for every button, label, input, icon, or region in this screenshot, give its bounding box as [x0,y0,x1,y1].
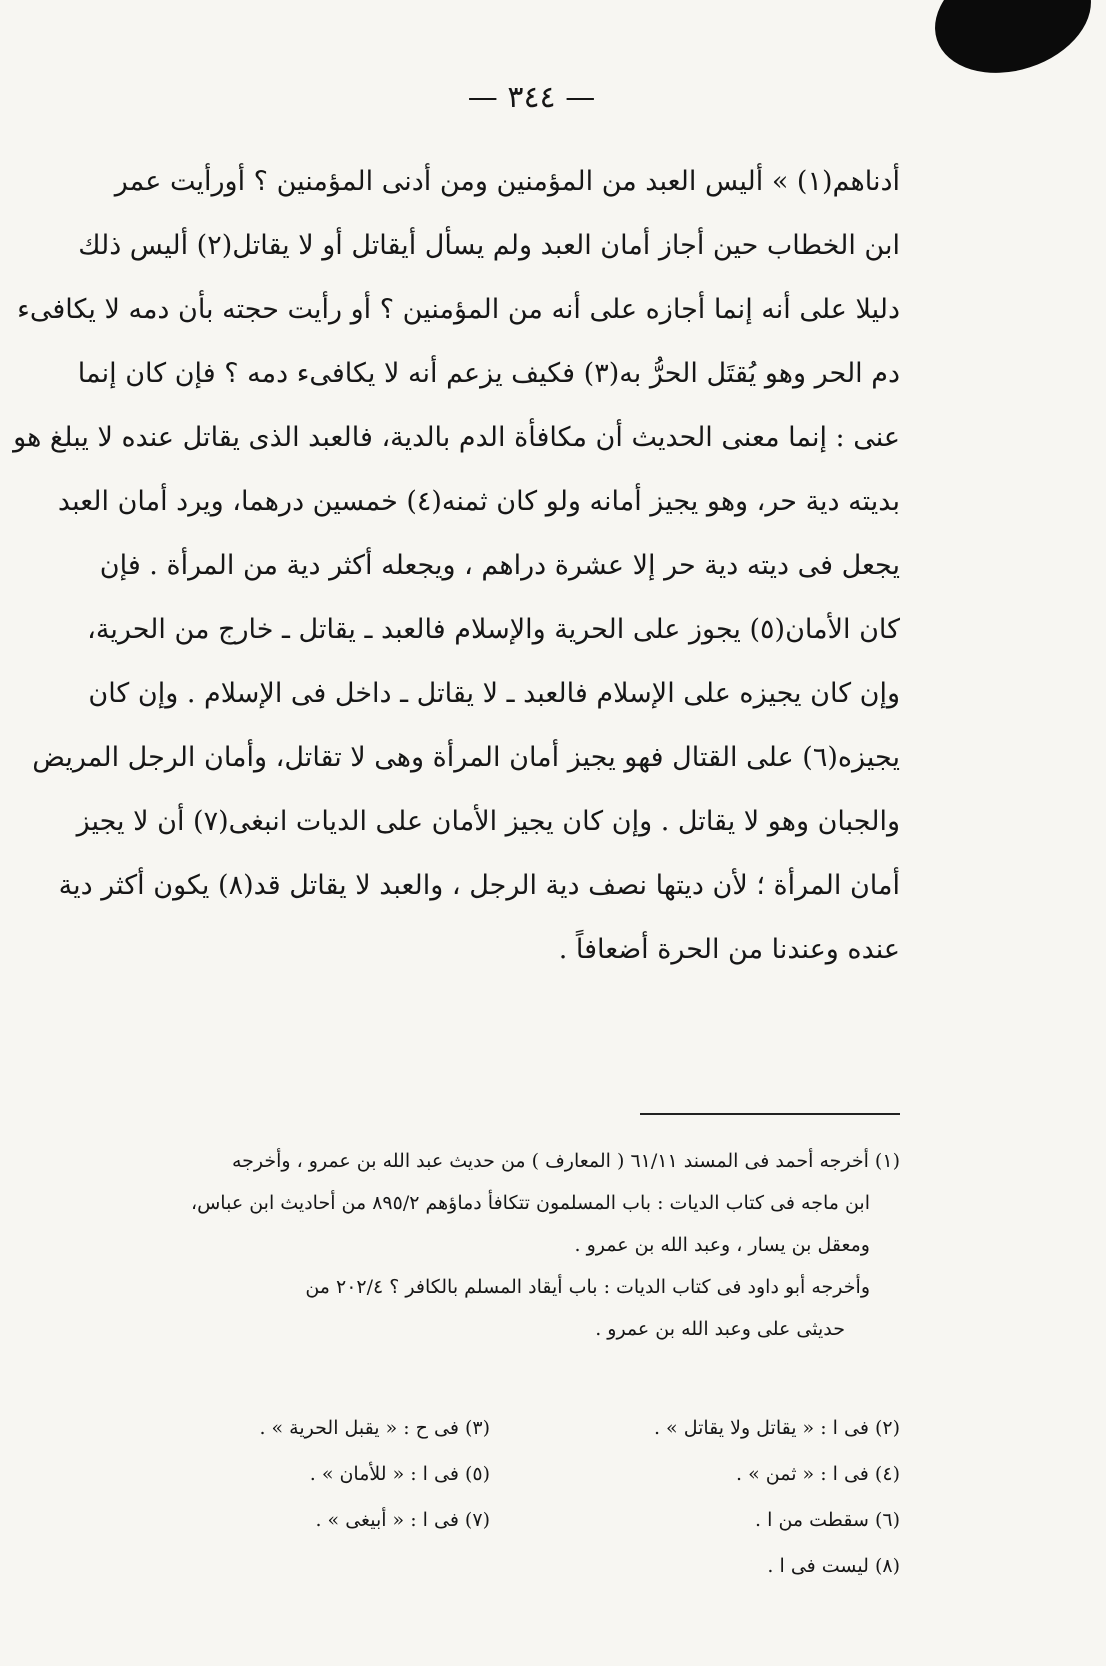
body-line: أدناهم(١) » أليس العبد من المؤمنين ومن أدنى المؤمنين ؟ أورأيت عمر [114,166,900,197]
body-line: دليلا على أنه إنما أجازه على أنه من المؤمنين ؟ أو رأيت حجته بأن دمه لا يكافىء [17,294,900,325]
body-line: أمان المرأة ؛ لأن ديتها نصف دية الرجل ، والعبد لا يقاتل قد(٨) يكون أكثر دية [58,870,900,901]
footnote-4: (٤) فى ا : « ثمن » . [736,1463,900,1485]
footnote-7: (٧) فى ا : « أبيغى » . [315,1509,490,1531]
footnote-1 [80,1140,900,1350]
footnote-line: حديثى على وعبد الله بن عمرو . [595,1318,845,1340]
body-line: وإن كان يجيزه على الإسلام فالعبد ـ لا يقاتل ـ داخل فى الإسلام . وإن كان [88,678,900,709]
footnote-line: ابن ماجه فى كتاب الديات : باب المسلمون تتكافأ دماؤهم ٨٩٥/٢ من أحاديث ابن عباس، [190,1192,870,1214]
body-line: يجعل فى ديته دية حر إلا عشرة دراهم ، ويجعله أكثر دية من المرأة . فإن [99,550,900,581]
footnote-row [80,1497,900,1543]
body-line: ابن الخطاب حين أجاز أمان العبد ولم يسأل أيقاتل أو لا يقاتل(٢) أليس ذلك [78,230,900,261]
footnote-row [80,1543,900,1589]
footnote-row [80,1451,900,1497]
body-line: والجبان وهو لا يقاتل . وإن كان يجيز الأمان على الديات انبغى(٧) أن لا يجيز [76,806,900,837]
body-text [13,150,900,982]
footnote-3: (٣) فى ح : « يقبل الحرية » . [259,1417,490,1439]
body-line: كان الأمان(٥) يجوز على الحرية والإسلام فالعبد ـ يقاتل ـ خارج من الحرية، [87,614,900,645]
body-line: بديته دية حر، وهو يجيز أمانه ولو كان ثمنه(٤) خمسين درهما، ويرد أمان العبد [57,486,900,517]
body-line: يجيزه(٦) على القتال فهو يجيز أمان المرأة وهى لا تقاتل، وأمان الرجل المريض [32,742,900,773]
ink-blot [920,0,1106,92]
footnote-6: (٦) سقطت من ا . [755,1509,900,1531]
body-line: عنده وعندنا من الحرة أضعافاً . [558,934,900,965]
page-number: — ٣٤٤ — [467,80,596,115]
footnote-line: ومعقل بن يسار ، وعبد الله بن عمرو . [574,1234,870,1256]
footnotes-variants [80,1405,900,1589]
footnote-empty [80,1543,490,1589]
footnote-line: (١) أخرجه أحمد فى المسند ٦١/١١ ( المعارف ) من حديث عبد الله بن عمرو ، وأخرجه [231,1150,900,1172]
footnote-5: (٥) فى ا : « للأمان » . [309,1463,490,1485]
body-line: دم الحر وهو يُقتَل الحرُّ به(٣) فكيف يزعم أنه لا يكافىء دمه ؟ فإن كان إنما [77,358,900,389]
footnote-separator [640,1113,900,1115]
body-line: عنى : إنما معنى الحديث أن مكافأة الدم بالدية، فالعبد الذى يقاتل عنده لا يبلغ هو [13,422,900,453]
footnote-line: وأخرجه أبو داود فى كتاب الديات : باب أيقاد المسلم بالكافر ؟ ٢٠٢/٤ من [305,1276,870,1298]
footnote-row [80,1405,900,1451]
footnote-8: (٨) ليست فى ا . [767,1555,900,1577]
footnote-2: (٢) فى ا : « يقاتل ولا يقاتل » . [653,1417,900,1439]
